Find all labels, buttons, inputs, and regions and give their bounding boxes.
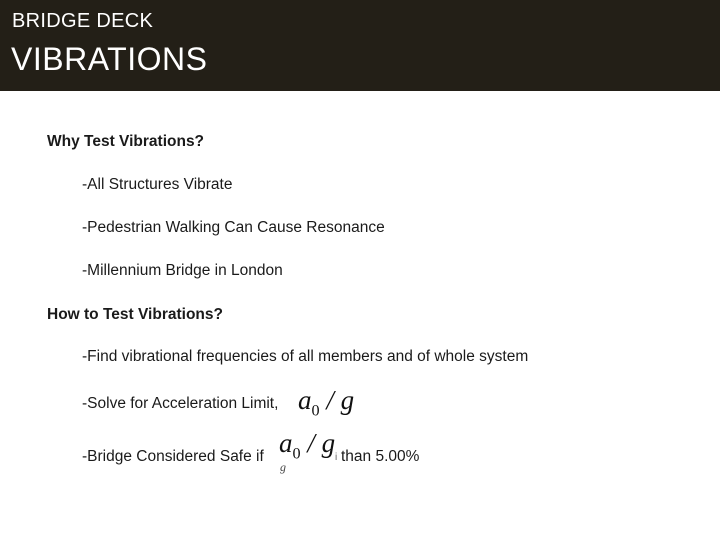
- bullet-find-frequencies: -Find vibrational frequencies of all members and of whole system: [82, 348, 529, 365]
- formula-a: a: [298, 385, 312, 415]
- slide-title: VIBRATIONS: [11, 41, 208, 77]
- bullet-pedestrian-resonance: -Pedestrian Walking Can Cause Resonance: [82, 219, 385, 236]
- bullet-acceleration-limit: -Solve for Acceleration Limit,: [82, 395, 279, 412]
- formula-ghost-mark: i: [335, 452, 338, 463]
- formula-slash: /: [307, 428, 315, 458]
- bullet-bridge-safe: -Bridge Considered Safe if: [82, 448, 264, 465]
- formula-g: g: [340, 385, 355, 415]
- bullet-structures-vibrate: -All Structures Vibrate: [82, 176, 233, 193]
- formula-subscript: 0: [311, 401, 320, 420]
- safety-formula: [279, 428, 338, 463]
- safe-threshold-text: than 5.00%: [341, 448, 420, 465]
- section-heading-why: Why Test Vibrations?: [47, 133, 205, 150]
- acceleration-formula: [298, 385, 354, 420]
- bullet-millennium-bridge: -Millennium Bridge in London: [82, 262, 283, 279]
- formula-g: g: [321, 428, 336, 458]
- formula-ghost-g: g: [280, 460, 286, 474]
- formula-slash: /: [326, 385, 334, 415]
- formula-subscript: 0: [292, 444, 301, 463]
- slide-subtitle: BRIDGE DECK: [12, 10, 154, 32]
- formula-a: a: [279, 428, 293, 458]
- section-heading-how: How to Test Vibrations?: [47, 306, 223, 323]
